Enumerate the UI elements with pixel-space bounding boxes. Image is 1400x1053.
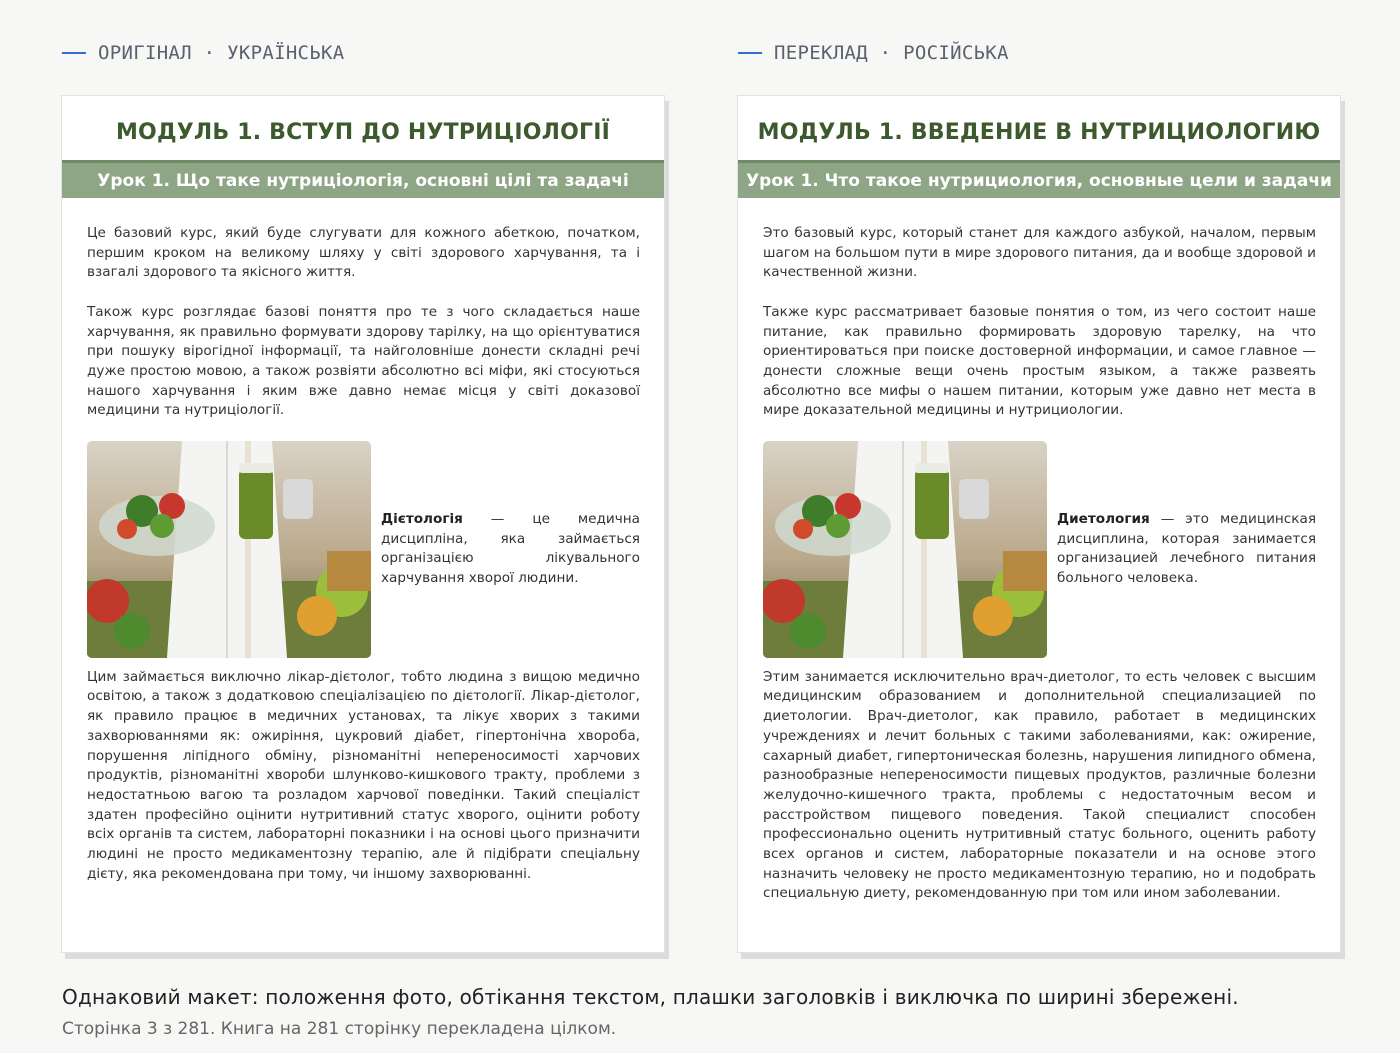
original-paragraph-1: Це базовий курс, який буде слугувати для кожного абеткою, початком, першим кроком на великому шляху у світі здорового харчування, та і взагалі здорового та якісного життя. (87, 225, 640, 281)
translation-page (737, 95, 1341, 953)
original-paragraph-3: Цим займається виключно лікар-дієтолог, тобто людина з вищою медично освітою, а також з додатковою спеціалізацією по дієтології. Лікар-дієтолог, як правило працює в медичних установах, та лікує хворих з такими захворюваннями як: ожиріння, цукровий діабет, гіпертонічна хвороба, порушення ліпідного обміну, різноманітні непереносимості харчових продуктів, різноманітні хвороби шлунково-кишкового тракту, проблеми з недостатньою вагою та розладом харчової поведінки. Такий спеціаліст здатен професійно оцінити нутритивний статус хворого, оцінити роботу всіх органів та систем, лабораторні показники і на основі цього призначити людині не просто медикаментозну терапію, але й підібрати спеціальну дієту, яка рекомендована при тому, чи іншому захворюванні. (87, 668, 640, 882)
translation-lesson-bar (738, 160, 1340, 198)
translation-paragraph-3: Этим занимается исключительно врач-диетолог, то есть человек с высшим медицинским образованием и дополнительной специализацией по диетологии. Врач-диетолог, как правило, работает в медицинских учреждениях и лечит больных с такими заболеваниями, как: ожирение, сахарный диабет, гипертоническая болезнь, нарушения липидного обмена, разнообразные непереносимости пищевых продуктов, различные болезни желудочно-кишечного тракта, проблемы с недостаточным весом и расстройством пищевого поведения. Такой специалист способен профессионально оценить нутритивный статус больного, оценить работу всех органов и систем, лабораторные показатели и на основе этого назначить человеку не просто медикаментозную терапию, но и подобрать специальную диету, рекомендованную при том или ином заболевании. (763, 668, 1316, 902)
original-page (61, 95, 665, 953)
original-paragraph-2: Також курс розглядає базові поняття про те з чого складається наше харчування, як правильно формувати здорову тарілку, на що орієнтуватися при пошуку вірогідної інформації, та найголовніше донести складні речі дуже простою мовою, а також розвіяти абсолютно всі міфи, які стосуються нашого харчування і яким вже давно немає місця у світі доказової медицини та нутриціології. (87, 303, 640, 419)
comparison-caption: Однаковий макет: положення фото, обтікання текстом, плашки заголовків і виключка по ширині збережені. (62, 985, 1239, 1009)
translation-lesson-title: Урок 1. Что такое нутрициология, основные цели и задачи (746, 170, 1332, 191)
original-label-text: ОРИГІНАЛ · УКРАЇНСЬКА (98, 42, 345, 64)
label-dash (738, 52, 762, 54)
original-definition-term: Дієтологія (381, 510, 463, 527)
translation-definition-text: — это медицинская дисциплина, которая занимается организацией лечебного питания больного человека. (1057, 510, 1316, 586)
original-definition-text: — це медична дисципліна, яка займається організацією лікувального харчування хворої людини. (381, 510, 640, 586)
translation-content (738, 198, 1340, 904)
original-lesson-title: Урок 1. Що таке нутриціологія, основні цілі та задачі (97, 170, 629, 191)
original-content (62, 198, 664, 884)
nutritionist-photo (87, 441, 371, 658)
translation-label-text: ПЕРЕКЛАД · РОСІЙСЬКА (774, 42, 1009, 64)
label-dash (62, 52, 86, 54)
original-lesson-bar (62, 160, 664, 198)
nutritionist-photo (763, 441, 1047, 658)
original-module-title: МОДУЛЬ 1. ВСТУП ДО НУТРИЦІОЛОГІЇ (115, 120, 611, 145)
original-column-label (62, 42, 345, 64)
page-count-note: Сторінка 3 з 281. Книга на 281 сторінку перекладена цілком. (62, 1019, 617, 1039)
translation-module-title: МОДУЛЬ 1. ВВЕДЕНИЕ В НУТРИЦИОЛОГИЮ (757, 120, 1321, 145)
original-figure-row (87, 441, 640, 658)
translation-paragraph-2: Также курс рассматривает базовые понятия о том, из чего состоит наше питание, как правильно формировать здоровую тарелку, на что ориентироваться при поиске достоверной информации, и самое главное — донести сложные вещи очень простым языком, а также развеять абсолютно все мифы о нашем питании, которым уже давно нет места в мире доказательной медицины и нутрициологии. (763, 303, 1316, 419)
translation-figure-row (763, 441, 1316, 658)
translation-column-label (738, 42, 1009, 64)
translation-definition-term: Диетология (1057, 510, 1150, 527)
translation-definition (1057, 510, 1316, 589)
translation-paragraph-1: Это базовый курс, который станет для каждого азбукой, началом, первым шагом на большом пути в мире здорового питания, да и вообще здоровой и качественной жизни. (763, 225, 1316, 281)
original-definition (381, 510, 640, 589)
